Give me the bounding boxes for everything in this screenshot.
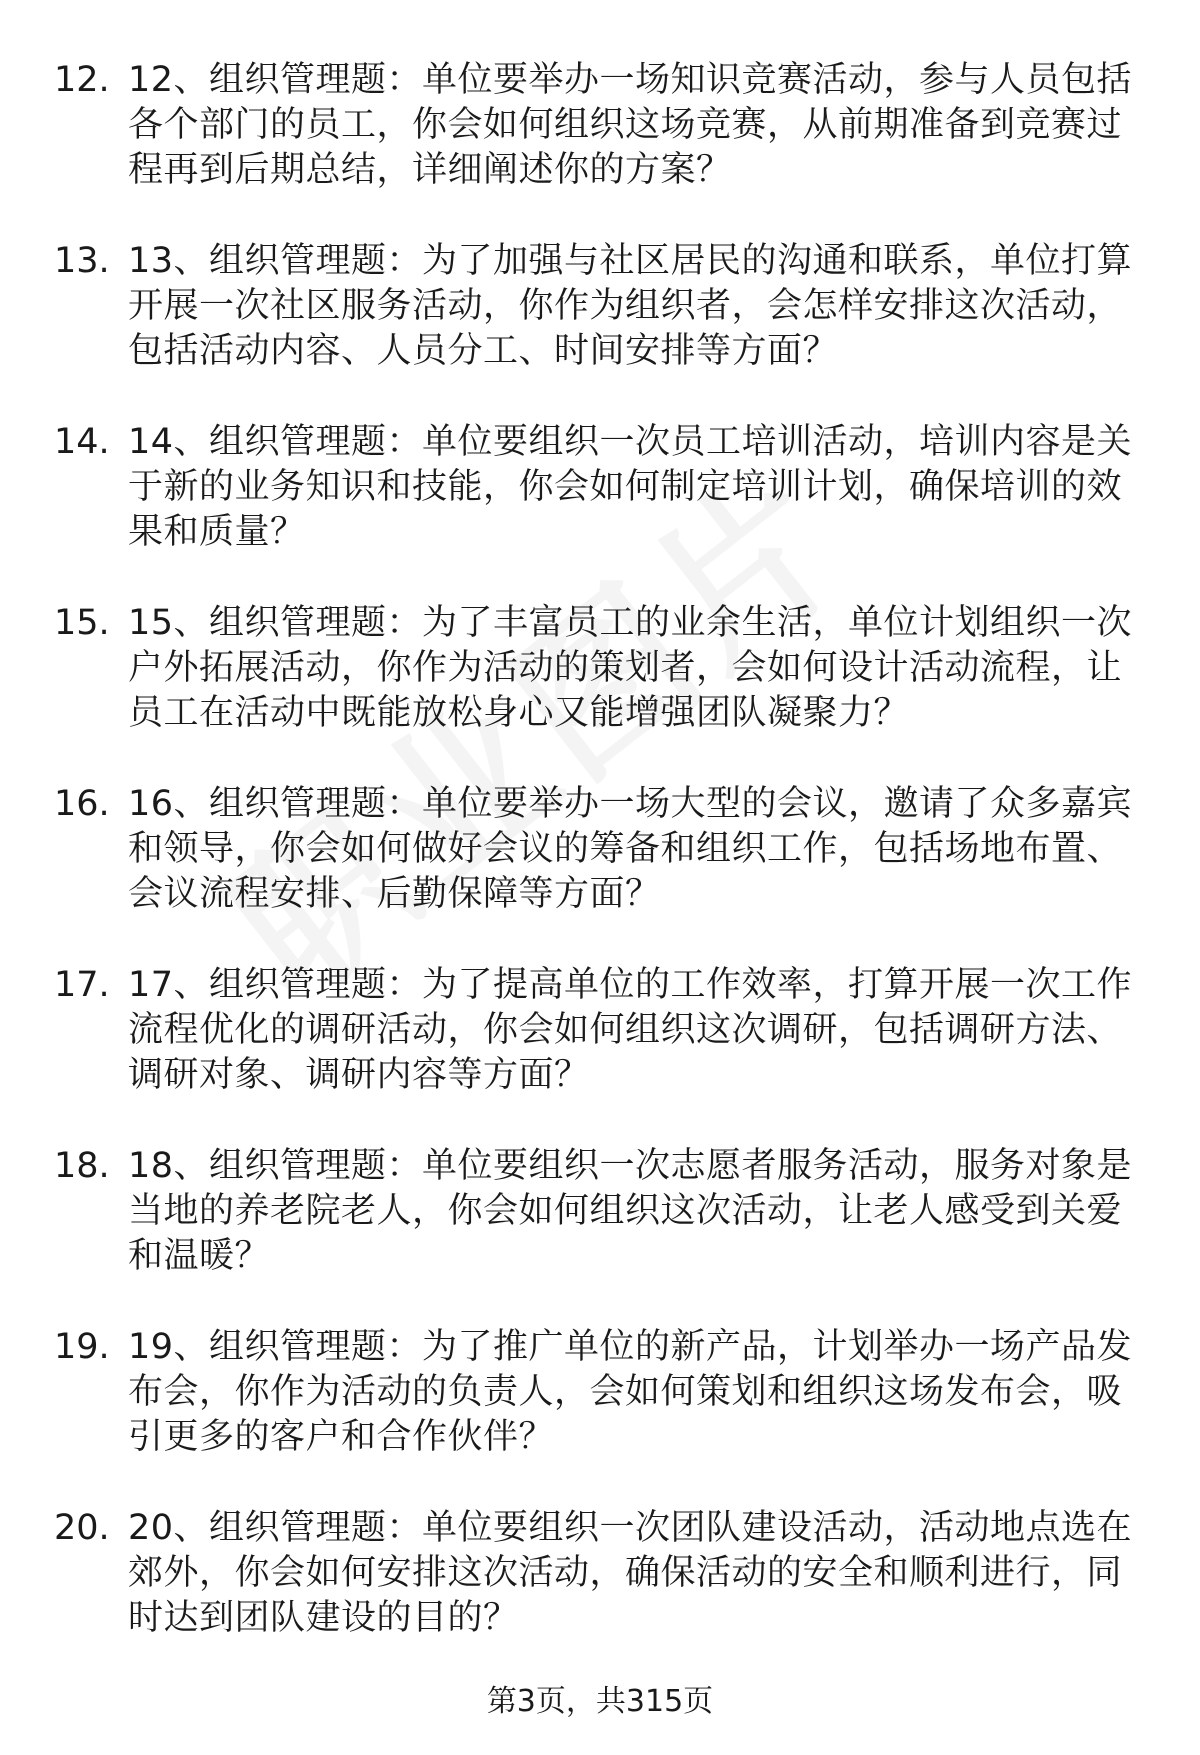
list-item <box>0 1506 1200 1687</box>
question-text: 13、组织管理题：为了加强与社区居民的沟通和联系，单位打算开展一次社区服务活动，你作为组织者，会怎样安排这次活动，包括活动内容、人员分工、时间安排等方面？ <box>128 241 1133 371</box>
question-number: 18. <box>54 1146 110 1186</box>
question-text: 15、组织管理题：为了丰富员工的业余生活，单位计划组织一次户外拓展活动，你作为活动的策划者，会如何设计活动流程，让员工在活动中既能放松身心又能增强团队凝聚力？ <box>128 603 1133 733</box>
list-item <box>0 782 1200 963</box>
question-text: 20、组织管理题：单位要组织一次团队建设活动，活动地点选在郊外，你会如何安排这次活动，确保活动的安全和顺利进行，同时达到团队建设的目的？ <box>128 1508 1133 1638</box>
question-number: 13. <box>54 241 110 281</box>
list-item <box>0 1325 1200 1506</box>
list-item <box>0 420 1200 601</box>
question-number: 17. <box>54 965 110 1005</box>
question-text: 17、组织管理题：为了提高单位的工作效率，打算开展一次工作流程优化的调研活动，你会如何组织这次调研，包括调研方法、调研对象、调研内容等方面？ <box>128 965 1133 1095</box>
question-number: 19. <box>54 1327 110 1367</box>
question-number: 14. <box>54 422 110 462</box>
list-item <box>0 239 1200 420</box>
question-text: 18、组织管理题：单位要组织一次志愿者服务活动，服务对象是当地的养老院老人，你会如何组织这次活动，让老人感受到关爱和温暖？ <box>128 1146 1133 1276</box>
question-text: 19、组织管理题：为了推广单位的新产品，计划举办一场产品发布会，你作为活动的负责人，会如何策划和组织这场发布会，吸引更多的客户和合作伙伴？ <box>128 1327 1133 1457</box>
question-text: 14、组织管理题：单位要组织一次员工培训活动，培训内容是关于新的业务知识和技能，你会如何制定培训计划，确保培训的效果和质量？ <box>128 422 1133 552</box>
question-number: 16. <box>54 784 110 824</box>
question-list <box>0 58 1200 1687</box>
question-text: 16、组织管理题：单位要举办一场大型的会议，邀请了众多嘉宾和领导，你会如何做好会议的筹备和组织工作，包括场地布置、会议流程安排、后勤保障等方面？ <box>128 784 1133 914</box>
question-number: 15. <box>54 603 110 643</box>
page-footer: 第3页，共315页 <box>486 1684 714 1719</box>
list-item <box>0 601 1200 782</box>
question-number: 20. <box>54 1508 110 1548</box>
list-item <box>0 963 1200 1144</box>
question-number: 12. <box>54 60 110 100</box>
list-item <box>0 1144 1200 1325</box>
question-text: 12、组织管理题：单位要举办一场知识竞赛活动，参与人员包括各个部门的员工，你会如何组织这场竞赛，从前期准备到竞赛过程再到后期总结，详细阐述你的方案？ <box>128 60 1133 190</box>
list-item <box>0 58 1200 239</box>
